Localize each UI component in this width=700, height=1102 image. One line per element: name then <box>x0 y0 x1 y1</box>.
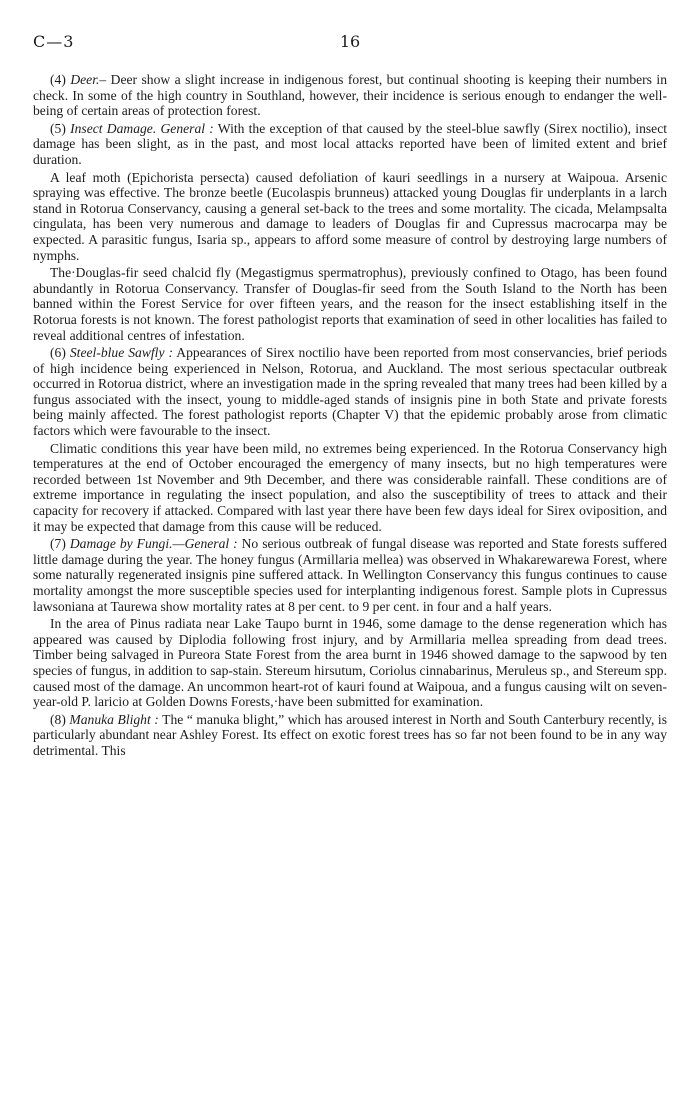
paragraph-number: (4) <box>50 72 66 87</box>
paragraph-text: The·Douglas-fir seed chalcid fly (Megastigmus spermatrophus), previously confined to Otago, has been found abundantly in Rotorua Conservancy. Transfer of Douglas-fir seed from the South Island to the North has been banned within the Forest Service for over fifteen years, and the reason for the insect establishing itself in the Rotorua forests is not known. The forest pathologist reports that examination of seed in other localities has failed to reveal additional centres of infestation. <box>33 265 667 343</box>
section-heading: Damage by Fungi.—General : <box>69 536 238 552</box>
paragraph-fungi <box>33 536 667 614</box>
paragraph-leaf-moth <box>33 170 667 264</box>
paragraph-number: (6) <box>50 345 66 361</box>
paragraph-manuka-blight <box>33 712 667 759</box>
section-heading: Steel-blue Sawfly : <box>69 345 174 361</box>
section-heading: Manuka Blight : <box>69 711 159 727</box>
paragraph-deer <box>33 72 667 119</box>
paragraph-number: (7) <box>50 536 66 552</box>
page-body <box>33 72 667 761</box>
paragraph-text: Climatic conditions this year have been mild, no extremes being experienced. In the Rotorua Conservancy high temperatures at the end of October encouraged the emergency of many insects, but no high temperatures were recorded between 1st November and 9th December, and there was considerable rainfall. These conditions are of extreme importance in regulating the insect population, and also the susceptibility of trees to attack and their capacity for recovery if attacked. Compared with last year there have been few days ideal for Sirex oviposition, and it may be expected that damage from this cause will be reduced. <box>33 440 667 534</box>
document-code: C—3 <box>33 32 75 51</box>
page-header <box>33 32 667 54</box>
paragraph-text: With the exception of that caused by the steel-blue sawfly (Sirex noctilio), insect damage has been slight, as in the past, and most local attacks reported have been of limited extent and brief duration. <box>33 120 668 167</box>
paragraph-climatic-conditions <box>33 441 667 535</box>
paragraph-text: A leaf moth (Epichorista persecta) caused defoliation of kauri seedlings in a nursery at Waipoua. Arsenic spraying was effective. The bronze beetle (Eucolaspis brunneus) attacked young Douglas fir underplants in a larch stand in Rotorua Conservancy, causing a general set-back to the trees and some mortality. The cicada, Melampsalta cingulata, has been very numerous and damage to leaders of Douglas fir and Cupressus macrocarpa may be expected. A parasitic fungus, Isaria sp., appears to afford some measure of control by destroying large numbers of nymphs. <box>33 169 667 263</box>
paragraph-text: Appearances of Sirex noctilio have been reported from most conservancies, brief periods of high incidence being experienced in Nelson, Rotorua, and Auckland. The most serious spectacular outbreak occurred in Rotorua district, where an investigation made in the spring revealed that many trees had been killed by a fungus associated with the insect, young to middle-aged stands of insignis pine in both State and private forests being mainly affected. The forest pathologist reports (Chapter V) that the epidemic probably arose from climatic factors which were favourable to the insect. <box>33 345 667 439</box>
page-number: 16 <box>339 32 361 51</box>
paragraph-number: (8) <box>50 711 66 727</box>
paragraph-text: In the area of Pinus radiata near Lake Taupo burnt in 1946, some damage to the dense regeneration which has appeared was caused by Diplodia following frost injury, and by Armillaria mellea spreading from dead trees. Timber being salvaged in Pureora State Forest from the area burnt in 1946 showed damage to the sapwood by ten species of fungus, in addition to sap-stain. Stereum hirsutum, Coriolus cinnabarinus, Meruleus sp., and Stereum spp. caused most of the damage. An uncommon heart-rot of kauri found at Waipoua, and a fungus causing wilt on seven-year-old P. laricio at Golden Downs Forests,·have been submitted for examination. <box>33 616 667 710</box>
paragraph-steel-blue-sawfly <box>33 345 667 439</box>
paragraph-text: No serious outbreak of fungal disease was reported and State forests suffered little damage during the year. The honey fungus (Armillaria mellea) was observed in Whakarewarewa Forest, where some naturally regenerated insignis pine suffered attack. In Wellington Conservancy this fungus continues to cause mortality amongst the more susceptible species used for interplanting indigenous forest. Sample plots in Cupressus lawsoniana at Taurewa show mortality rates at 8 per cent. to 9 per cent. in four and a half years. <box>33 536 667 614</box>
section-heading: Deer. <box>70 72 100 87</box>
paragraph-text: The “ manuka blight,” which has aroused interest in North and South Canterbury recently, is particularly abundant near Ashley Forest. Its effect on exotic forest trees has so far not been found to be in any way detrimental. This <box>33 711 667 758</box>
paragraph-pinus-radiata <box>33 616 667 710</box>
paragraph-number: (5) <box>50 120 66 136</box>
paragraph-seed-chalcid <box>33 265 667 343</box>
section-heading: Insect Damage. General : <box>70 120 214 136</box>
paragraph-text: – Deer show a slight increase in indigenous forest, but continual shooting is keeping their numbers in check. In some of the high country in Southland, however, their incidence is serious enough to endanger the well-being of certain areas of protection forest. <box>33 72 667 119</box>
paragraph-insect-damage <box>33 121 667 168</box>
